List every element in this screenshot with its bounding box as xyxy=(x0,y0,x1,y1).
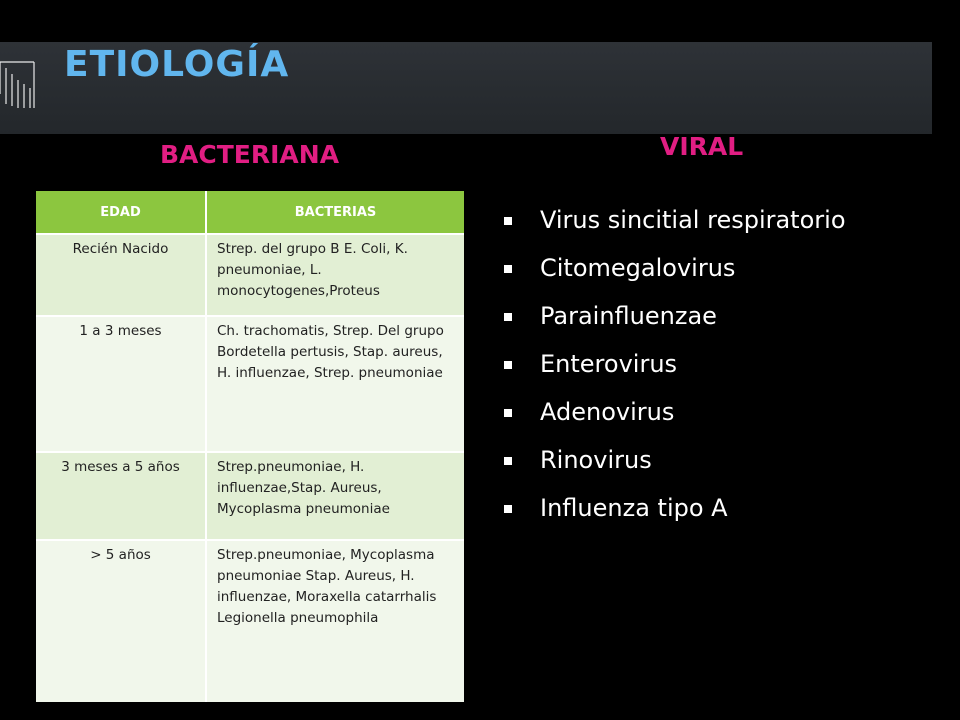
viral-item-label: Citomegalovirus xyxy=(540,254,736,282)
viral-item-label: Enterovirus xyxy=(540,350,678,378)
age-cell: Recién Nacido xyxy=(36,234,206,316)
table-row xyxy=(36,540,464,702)
bullet-icon xyxy=(504,409,512,417)
bacteria-cell: Ch. trachomatis, Strep. Del grupo Bordetella pertusis, Stap. aureus, H. influenzae, Strep. pneumoniae xyxy=(206,316,464,452)
list-item xyxy=(504,196,846,244)
age-cell: 3 meses a 5 años xyxy=(36,452,206,540)
age-cell: > 5 años xyxy=(36,540,206,702)
bullet-icon xyxy=(504,505,512,513)
list-item xyxy=(504,436,846,484)
list-item xyxy=(504,484,846,532)
viral-item-label: Virus sincitial respiratorio xyxy=(540,206,846,234)
viral-item-label: Adenovirus xyxy=(540,398,675,426)
age-cell: 1 a 3 meses xyxy=(36,316,206,452)
table-row xyxy=(36,316,464,452)
list-item xyxy=(504,340,846,388)
table-row xyxy=(36,452,464,540)
bacteria-table xyxy=(36,191,464,702)
bullet-icon xyxy=(504,265,512,273)
bacteria-cell: Strep.pneumoniae, Mycoplasma pneumoniae Stap. Aureus, H. influenzae, Moraxella catarrhalis Legionella pneumophila xyxy=(206,540,464,702)
viral-list xyxy=(504,196,846,532)
table-header-row xyxy=(36,191,464,234)
viral-item-label: Parainfluenzae xyxy=(540,302,717,330)
bullet-icon xyxy=(504,361,512,369)
list-item xyxy=(504,244,846,292)
bullet-icon xyxy=(504,313,512,321)
column-header-age: EDAD xyxy=(36,191,206,234)
bullet-icon xyxy=(504,217,512,225)
list-item xyxy=(504,292,846,340)
list-item xyxy=(504,388,846,436)
viral-item-label: Influenza tipo A xyxy=(540,494,728,522)
decorative-lines xyxy=(0,58,38,110)
viral-item-label: Rinovirus xyxy=(540,446,652,474)
page-title: ETIOLOGÍA xyxy=(64,44,290,85)
bacteria-cell: Strep.pneumoniae, H. influenzae,Stap. Aureus, Mycoplasma pneumoniae xyxy=(206,452,464,540)
bacterial-heading: BACTERIANA xyxy=(160,140,340,169)
table-row xyxy=(36,234,464,316)
bacteria-cell: Strep. del grupo B E. Coli, K. pneumoniae, L. monocytogenes,Proteus xyxy=(206,234,464,316)
column-header-bacteria: BACTERIAS xyxy=(206,191,464,234)
viral-heading: VIRAL xyxy=(660,132,744,161)
bullet-icon xyxy=(504,457,512,465)
